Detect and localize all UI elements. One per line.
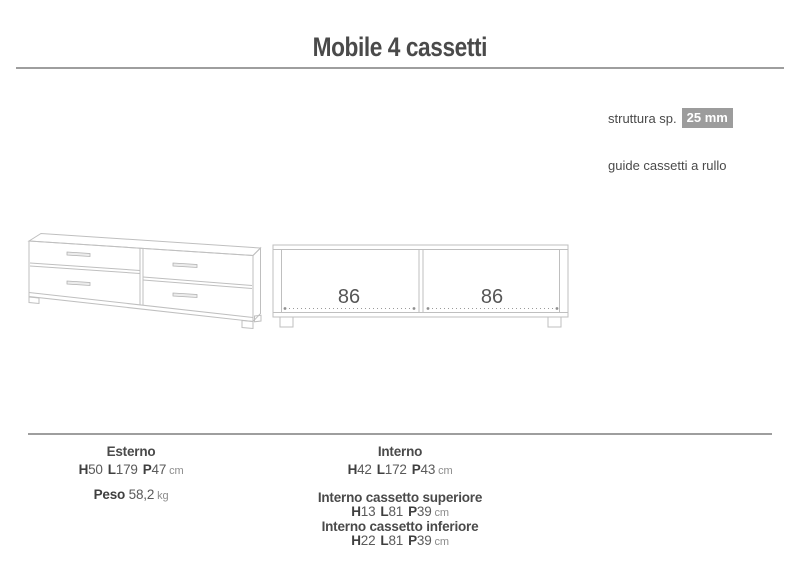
dim-p-label: P bbox=[142, 462, 152, 477]
dimension-end-right-b bbox=[556, 307, 559, 310]
cabinet-front-face bbox=[29, 241, 253, 322]
lower-drawer-heading: Interno cassetto inferiore bbox=[321, 519, 479, 534]
dim-h-value: 42 bbox=[357, 462, 372, 477]
weight-unit: kg bbox=[157, 490, 169, 502]
dimension-end-right-a bbox=[427, 307, 430, 310]
weight-row bbox=[31, 487, 231, 504]
dim-l-value: 81 bbox=[388, 503, 404, 519]
cabinet-foot-front-left bbox=[29, 297, 39, 304]
elevation-foot-left bbox=[280, 317, 293, 327]
cabinet-base-line bbox=[29, 293, 253, 318]
dim-l-label: L bbox=[107, 462, 116, 477]
dim-h-value: 22 bbox=[360, 532, 376, 548]
dim-h-value: 13 bbox=[360, 503, 376, 519]
internal-dimensions bbox=[280, 462, 520, 479]
drawer-guides-note: guide cassetti a rullo bbox=[608, 158, 727, 173]
internal-heading: Interno bbox=[377, 444, 423, 459]
dim-unit: cm bbox=[434, 535, 449, 548]
external-heading: Esterno bbox=[106, 444, 156, 459]
drawer-specs-block bbox=[280, 491, 520, 549]
dim-p-value: 47 bbox=[151, 462, 167, 477]
dim-h-label: H bbox=[347, 462, 358, 477]
elevation-foot-right bbox=[548, 317, 561, 327]
internal-specs-column bbox=[280, 444, 520, 549]
cabinet-front-elevation-drawing bbox=[273, 245, 568, 327]
dim-p-label: P bbox=[408, 503, 417, 519]
dim-p-label: P bbox=[411, 462, 421, 477]
cabinet-perspective-drawing bbox=[29, 234, 261, 329]
drawer-handle-top-left bbox=[67, 252, 90, 257]
dim-h-label: H bbox=[351, 503, 361, 519]
dim-l-value: 179 bbox=[115, 462, 138, 477]
carcass-outline bbox=[273, 245, 568, 317]
dim-p-label: P bbox=[408, 532, 417, 548]
structure-thickness-value: 25 mm bbox=[682, 108, 733, 128]
dim-l-label: L bbox=[380, 503, 389, 519]
cabinet-right-side bbox=[253, 248, 261, 322]
cabinet-foot-front-right bbox=[242, 321, 253, 329]
dim-p-value: 43 bbox=[420, 462, 436, 477]
dim-p-value: 39 bbox=[416, 503, 432, 519]
dim-unit: cm bbox=[434, 506, 449, 519]
dim-unit: cm bbox=[169, 465, 184, 477]
drawer-handle-bottom-right bbox=[173, 293, 197, 298]
page-title-text: Mobile 4 cassetti bbox=[312, 32, 488, 62]
weight-label: Peso bbox=[93, 487, 126, 502]
upper-drawer-dimensions bbox=[280, 505, 520, 521]
dim-l-value: 172 bbox=[384, 462, 407, 477]
drawer-handle-bottom-left bbox=[67, 281, 90, 286]
dim-h-label: H bbox=[78, 462, 89, 477]
dim-l-value: 81 bbox=[388, 532, 404, 548]
weight-value: 58,2 bbox=[128, 487, 155, 502]
cabinet-top-face bbox=[29, 234, 261, 256]
dimension-end-left-b bbox=[413, 307, 416, 310]
dim-h-value: 50 bbox=[88, 462, 103, 477]
dim-h-label: H bbox=[351, 532, 361, 548]
upper-drawer-heading: Interno cassetto superiore bbox=[317, 490, 483, 505]
dim-l-label: L bbox=[376, 462, 385, 477]
dim-l-label: L bbox=[380, 532, 389, 548]
external-specs-column bbox=[31, 444, 231, 504]
dim-unit: cm bbox=[438, 465, 453, 477]
external-dimensions bbox=[31, 462, 231, 479]
drawer-handle-top-right bbox=[173, 263, 197, 268]
lower-drawer-dimensions bbox=[280, 534, 520, 550]
structure-thickness-label: struttura sp. bbox=[608, 110, 677, 126]
dimension-end-left-a bbox=[284, 307, 287, 310]
dim-p-value: 39 bbox=[416, 532, 432, 548]
dimension-label-right: 86 bbox=[480, 286, 504, 308]
dimension-label-left: 86 bbox=[337, 286, 361, 308]
specs-divider-line bbox=[28, 433, 772, 435]
